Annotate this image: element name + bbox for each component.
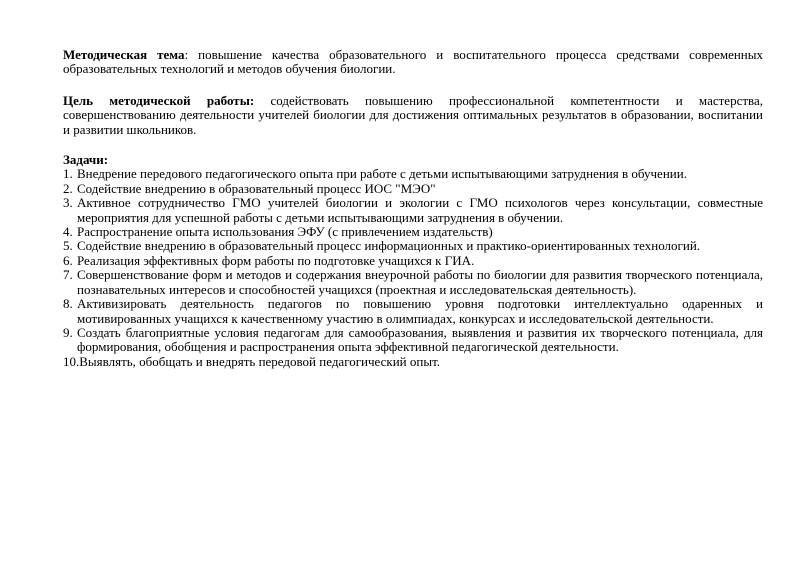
methodical-theme-label: Методическая тема xyxy=(63,47,185,62)
goal-label: Цель методической работы: xyxy=(63,92,255,108)
task-item-3 xyxy=(63,196,763,225)
tasks-heading: Задачи: xyxy=(63,152,109,168)
task-item-2 xyxy=(63,182,763,196)
task-number: 10. xyxy=(63,353,80,369)
task-text: Содействие внедрению в образовательный процесс ИОС "МЭО" xyxy=(77,180,436,196)
paragraph-goal xyxy=(63,94,763,137)
task-text: Активное сотрудничество ГМО учителей биологии и экологии с ГМО психологов через консультации, совместные мероприятия для успешной работы с детьми испытывающими затруднения в обучении. xyxy=(77,195,763,225)
document-content xyxy=(63,48,763,369)
task-item-8 xyxy=(63,297,763,326)
goal-separator xyxy=(254,93,270,108)
methodical-theme-separator: : xyxy=(184,47,199,62)
task-item-5 xyxy=(63,239,763,253)
task-text: Распространение опыта использования ЭФУ (с привлечением издательств) xyxy=(77,224,493,240)
task-number: 2. xyxy=(63,180,73,196)
task-number: 5. xyxy=(63,238,73,254)
task-text: Создать благоприятные условия педагогам для самообразования, выявления и развития их творческого потенциала, для формирования, обобщения и распространения опыта эффективной педагогической деятельности. xyxy=(77,324,763,355)
task-item-7 xyxy=(63,268,763,297)
task-text: Активизировать деятельность педагогов по повышению уровня подготовки интеллектуально одаренных и мотивированных учащихся к качественному участию в олимпиадах, конкурсах и исследовательской деятельности. xyxy=(77,296,763,326)
paragraph-methodical-theme xyxy=(63,48,763,77)
task-text: Содействие внедрению в образовательный процесс информационных и практико-ориентированных технологий. xyxy=(77,238,701,254)
task-number: 8. xyxy=(63,296,73,312)
task-number: 1. xyxy=(63,166,73,182)
task-number: 6. xyxy=(63,252,73,268)
goal-text: содействовать повышению профессиональной компетентности и мастерства, совершенствованию деятельности учителей биологии для достижения оптимальных результатов в образовании, воспитании и развитии школьников. xyxy=(63,92,764,137)
task-text: Совершенствование форм и методов и содержания внеурочной работы по биологии для развития творческого потенциала, познавательных интересов и способностей учащихся (проектная и исследовательская деятельность). xyxy=(77,267,763,297)
task-number: 9. xyxy=(63,324,73,340)
task-number: 7. xyxy=(63,267,73,283)
task-number: 4. xyxy=(63,224,73,240)
task-item-4 xyxy=(63,225,763,239)
methodical-theme-text: повышение качества образовательного и воспитательного процесса средствами современных образовательных технологий и методов обучения биологии. xyxy=(63,47,763,77)
task-number: 3. xyxy=(63,195,73,211)
task-text: Выявлять, обобщать и внедрять передовой педагогический опыт. xyxy=(79,353,441,369)
task-item-10 xyxy=(63,355,763,369)
task-item-6 xyxy=(63,254,763,268)
task-text: Внедрение передового педагогического опыта при работе с детьми испытывающими затруднения в обучении. xyxy=(77,166,687,182)
task-item-9 xyxy=(63,326,763,355)
task-text: Реализация эффективных форм работы по подготовке учащихся к ГИА. xyxy=(77,252,475,268)
task-item-1 xyxy=(63,167,763,181)
tasks-list xyxy=(63,167,763,369)
